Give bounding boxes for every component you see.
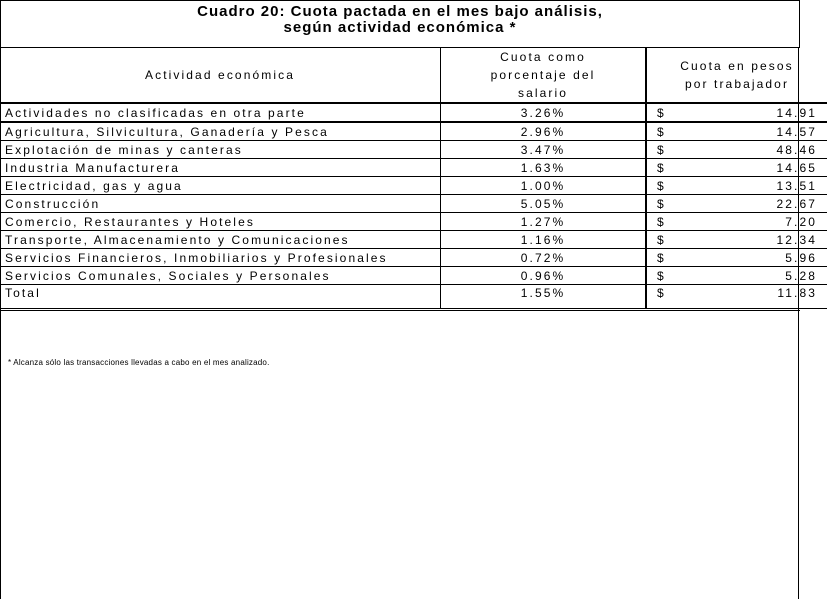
cell-pesos xyxy=(646,213,827,231)
cell-activity: Servicios Comunales, Sociales y Personales xyxy=(0,267,441,285)
cell-activity: Electricidad, gas y agua xyxy=(0,177,441,195)
cell-pesos xyxy=(646,249,827,267)
cell-activity: Industria Manufacturera xyxy=(0,159,441,177)
cell-pesos xyxy=(646,103,827,122)
cell-pesos xyxy=(646,195,827,213)
currency-symbol: $ xyxy=(657,105,666,120)
table-row xyxy=(0,195,827,213)
cell-activity: Total xyxy=(0,285,441,309)
cell-percentage: 2.96% xyxy=(441,122,647,141)
table-row xyxy=(0,159,827,177)
cell-pesos xyxy=(646,231,827,249)
pesos-value: 48.46 xyxy=(776,142,817,157)
pesos-value: 14.57 xyxy=(776,124,817,139)
cell-pesos xyxy=(646,141,827,159)
cell-pesos xyxy=(646,122,827,141)
cell-percentage: 0.72% xyxy=(441,249,647,267)
currency-symbol: $ xyxy=(657,142,666,157)
cell-percentage: 1.00% xyxy=(441,177,647,195)
table-row xyxy=(0,177,827,195)
cell-activity: Construcción xyxy=(0,195,441,213)
cell-activity: Agricultura, Silvicultura, Ganadería y Pesca xyxy=(0,122,441,141)
table-title xyxy=(0,0,800,48)
cell-percentage: 1.63% xyxy=(441,159,647,177)
currency-symbol: $ xyxy=(657,124,666,139)
currency-symbol: $ xyxy=(657,268,666,283)
table-row xyxy=(0,213,827,231)
header-row xyxy=(0,48,827,103)
pesos-value: 11.83 xyxy=(777,286,817,300)
cell-percentage: 5.05% xyxy=(441,195,647,213)
cell-activity: Transporte, Almacenamiento y Comunicaciones xyxy=(0,231,441,249)
table-body xyxy=(0,103,827,309)
cell-pesos xyxy=(646,177,827,195)
pesos-value: 12.34 xyxy=(776,232,817,247)
currency-symbol: $ xyxy=(657,286,666,300)
header-percentage xyxy=(441,48,647,103)
pesos-value: 22.67 xyxy=(776,196,817,211)
cell-pesos xyxy=(646,285,827,309)
cell-percentage: 0.96% xyxy=(441,267,647,285)
cell-activity: Explotación de minas y canteras xyxy=(0,141,441,159)
table-row xyxy=(0,122,827,141)
cell-activity: Comercio, Restaurantes y Hoteles xyxy=(0,213,441,231)
footnote: * Alcanza sólo las transacciones llevadas a cabo en el mes analizado. xyxy=(8,358,270,367)
currency-symbol: $ xyxy=(657,178,666,193)
cell-activity: Servicios Financieros, Inmobiliarios y Profesionales xyxy=(0,249,441,267)
table-row xyxy=(0,267,827,285)
pesos-value: 14.65 xyxy=(776,160,817,175)
pesos-value: 14.91 xyxy=(776,105,817,120)
header-activity: Actividad económica xyxy=(0,48,441,103)
currency-symbol: $ xyxy=(657,196,666,211)
table-bottom-line xyxy=(0,310,800,311)
currency-symbol: $ xyxy=(657,232,666,247)
cell-pesos xyxy=(646,267,827,285)
cell-percentage: 1.27% xyxy=(441,213,647,231)
cell-percentage: 1.16% xyxy=(441,231,647,249)
header-pesos xyxy=(646,48,827,103)
currency-symbol: $ xyxy=(657,214,666,229)
table-row xyxy=(0,141,827,159)
cell-percentage: 3.47% xyxy=(441,141,647,159)
table-row xyxy=(0,249,827,267)
header-percentage-line-2: porcentaje del xyxy=(490,68,596,82)
cell-pesos xyxy=(646,159,827,177)
header-percentage-line-1: Cuota como xyxy=(500,50,586,64)
pesos-value: 5.28 xyxy=(785,268,817,283)
header-pesos-line-2: por trabajador xyxy=(684,77,790,91)
pesos-value: 7.20 xyxy=(785,214,817,229)
title-line-1: Cuadro 20: Cuota pactada en el mes bajo análisis, xyxy=(197,3,603,20)
currency-symbol: $ xyxy=(657,250,666,265)
cell-activity: Actividades no clasificadas en otra parte xyxy=(0,103,441,122)
cell-percentage: 3.26% xyxy=(441,103,647,122)
title-line-2: según actividad económica * xyxy=(283,19,517,36)
header-pesos-line-1: Cuota en pesos xyxy=(680,59,794,73)
cell-percentage: 1.55% xyxy=(441,285,647,309)
currency-symbol: $ xyxy=(657,160,666,175)
table-row xyxy=(0,103,827,122)
pesos-value: 5.96 xyxy=(785,250,817,265)
table-row xyxy=(0,285,827,309)
header-percentage-line-3: salario xyxy=(517,86,569,100)
table-row xyxy=(0,231,827,249)
data-table xyxy=(0,48,827,309)
pesos-value: 13.51 xyxy=(776,178,817,193)
